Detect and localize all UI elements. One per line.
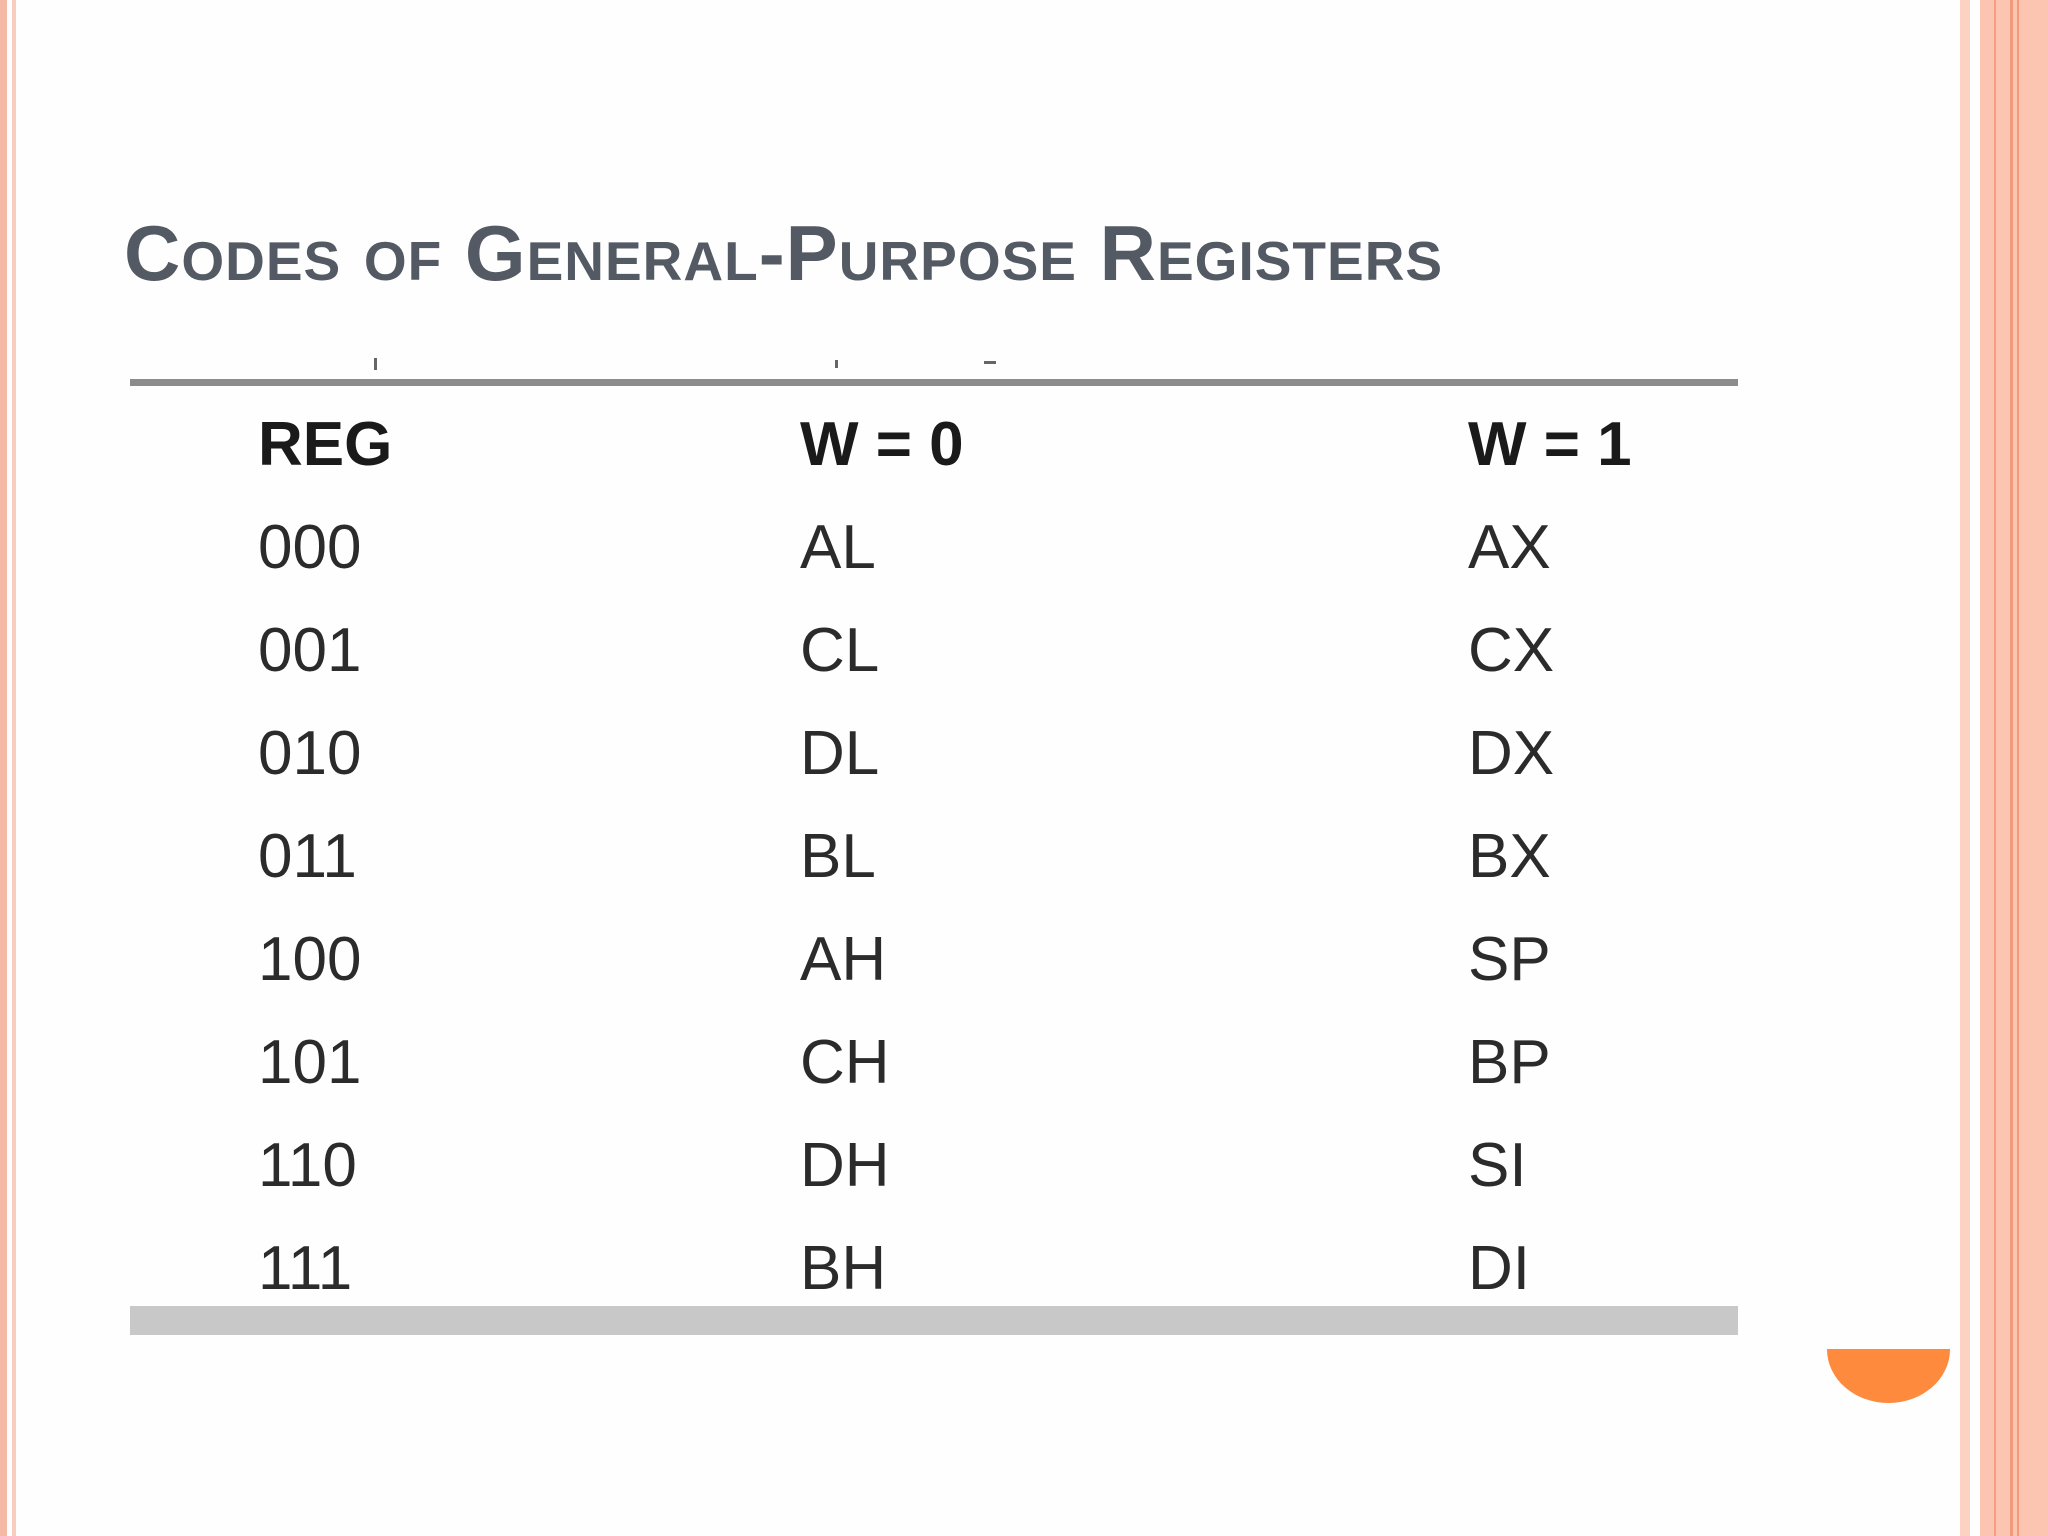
word-register: BX [1468,822,1551,891]
reg-code: 001 [258,616,362,685]
header-reg: REG [258,410,393,479]
orange-half-circle-decor [1827,1349,1950,1403]
word-register: BP [1468,1028,1551,1097]
table-row [258,496,1658,599]
right-decor-line [2017,0,2019,1536]
table-row [258,702,1658,805]
table-row [258,805,1658,908]
table-row [258,1217,1658,1320]
header-w0: W = 0 [800,410,964,479]
header-w1: W = 1 [1468,410,1632,479]
word-register: SP [1468,925,1551,994]
byte-register: BH [800,1234,887,1303]
word-register: DX [1468,719,1555,788]
word-register: CX [1468,616,1555,685]
right-decor-band [1960,0,1970,1536]
byte-register: BL [800,822,876,891]
left-border [0,0,7,1536]
reg-code: 111 [258,1234,353,1303]
byte-register: CL [800,616,880,685]
word-register: DI [1468,1234,1530,1303]
byte-register: AL [800,513,876,582]
word-register: AX [1468,513,1551,582]
byte-register: CH [800,1028,890,1097]
table-row [258,599,1658,702]
table-bottom-rule [130,1306,1738,1335]
slide-title: Codes of General-Purpose Registers [124,209,1444,297]
reg-code: 000 [258,513,362,582]
word-register: SI [1468,1131,1527,1200]
table-row [258,1114,1658,1217]
byte-register: DH [800,1131,890,1200]
cropped-mark [984,361,996,364]
right-decor-band-wide [1980,0,2048,1536]
cropped-mark [374,358,377,370]
reg-code: 010 [258,719,362,788]
byte-register: DL [800,719,880,788]
table-row [258,908,1658,1011]
right-decor-line [2010,0,2013,1536]
table-top-rule [130,379,1738,386]
left-border-inner [12,0,16,1536]
reg-code: 100 [258,925,362,994]
reg-code: 011 [258,822,357,891]
table-row [258,1011,1658,1114]
cropped-mark [835,360,838,368]
table-header-row [258,393,1658,496]
reg-code: 110 [258,1131,357,1200]
reg-code: 101 [258,1028,362,1097]
byte-register: AH [800,925,887,994]
right-decor-line [1994,0,1996,1536]
